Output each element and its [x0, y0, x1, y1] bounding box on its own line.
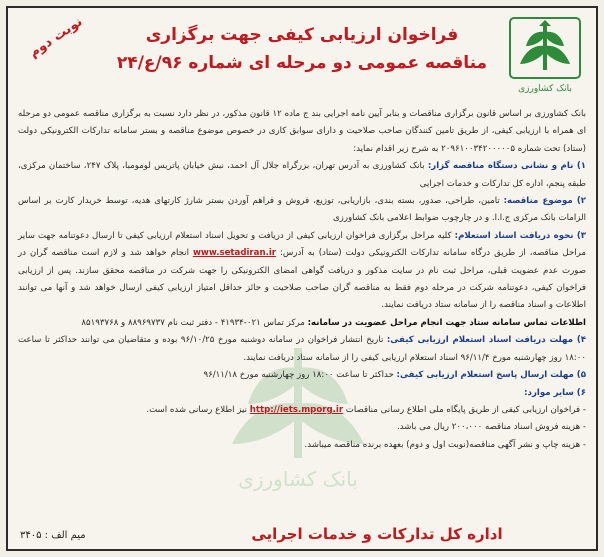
section-2-text: تامین، طراحی، صدور، بسته بندی، بازاریابی، توزیع، فروش و فراهم آوردن بستر شارژ کارتهای هدیه، توسط خریدار کارت بر اساس الزامات بانک مرکزی ج.ا.ا. و در چارچوب ضوابط اعلامی بانک کشاورزی	[18, 196, 586, 224]
logo-caption: بانک کشاورزی	[518, 84, 572, 94]
header	[8, 8, 596, 104]
notice-frame	[6, 6, 598, 551]
title-line-2: مناقصه عمومی دو مرحله ای شماره ۹۶/ع/۲۴	[116, 53, 488, 73]
section-2	[18, 193, 586, 228]
section-6-item-3: - هزینه چاپ و نشر آگهی مناقصه(نوبت اول و دوم) بعهده برنده مناقصه میباشد.	[304, 439, 586, 450]
section-6	[18, 385, 586, 402]
section-4-heading: ۴) مهلت دریافت اسناد استعلام ارزیابی کیفی:	[386, 335, 586, 346]
iets-link[interactable]: http://iets.mporg.ir	[249, 404, 344, 415]
watermark-caption: بانک کشاورزی	[238, 467, 358, 491]
bank-logo	[506, 14, 584, 96]
section-2-heading: ۲) موضوع مناقصه:	[503, 196, 586, 207]
section-5-text: حداکثر تا ساعت ۱۸:۰۰ روز چهارشنبه مورخ ۹۶/۱۱/۱۸	[203, 370, 397, 381]
title-block	[108, 22, 496, 76]
section-1	[18, 158, 586, 193]
title-line-1: فراخوان ارزیابی کیفی جهت برگزاری	[145, 25, 459, 45]
footer-code: میم الف : ۳۴۰۵	[20, 530, 86, 541]
contact-heading: اطلاعات تماس سامانه ستاد جهت انجام مراحل عضویت در سامانه:	[307, 317, 586, 328]
contact-text: مرکز تماس ۰۲۱-۴۱۹۳۴ - دفتر ثبت نام ۸۸۹۶۹۷۳۷ و ۸۵۱۹۳۷۶۸	[81, 317, 308, 328]
section-3	[18, 228, 586, 315]
section-5-heading: ۵) مهلت ارسال پاسخ استعلام ارزیابی کیفی:	[396, 370, 586, 381]
footer-organization: اداره کل تدارکات و خدمات اجرایی	[251, 525, 503, 543]
section-6-item-1	[18, 402, 586, 419]
section-1-text: بانک کشاورزی به آدرس تهران، بزرگراه جلال آل احمد، نبش خیابان پاتریس لومومبا، پلاک ۲۴۷، ساختمان مرکزی، طبقه پنجم، اداره کل تدارکات و خدمات اجرایی	[18, 161, 586, 189]
notice-body	[18, 106, 586, 515]
section-6-heading: ۶) سایر موارد:	[524, 387, 586, 398]
contact-info	[18, 315, 586, 332]
section-6-item-1-a: - فراخوان ارزیابی کیفی از طریق پایگاه ملی اطلاع رسانی مناقصات	[343, 404, 586, 415]
section-6-item-1-b: نیز اطلاع رسانی شده است.	[146, 404, 250, 415]
section-3-text-b: انجام خواهد شد و لازم است مناقصه گران در صورت عدم عضویت قبلی، مراحل ثبت نام در سایت مذکور و دریافت گواهی امضای الکترونیکی را جهت شرکت در مناقصه محقق سازند. پس از ارزیابی فراخوان کیفی، دعوتنامه شرکت در مرحله دوم فقط به مناقصه گران صاحب صلاحیت و حائز حداقل امتیاز ارزیابی کیفی ارسال خواهد شد و آنها می توانند اطلاعات و اسناد مناقصه را از سامانه ستاد دریافت نمایند.	[18, 248, 586, 311]
intro-paragraph: بانک کشاورزی بر اساس قانون برگزاری مناقصات و بنابر آیین نامه اجرایی بند ج ماده ۱۲ قانون مذکور، در نظر دارد نسبت به برگزاری مناقصه عمومی دو مرحله ای همراه با ارزیابی کیفی، از طریق تامین کنندگان صاحب صلاحیت و دارای سوابق کاری در خصوص موضوع مناقصه و بستر سامانه تدارکات الکترونیکی دولت (ستاد) تحت شماره ۲۰۹۶۱۰۰۳۴۲۰۰۰۰۰۵ به شرح زیر اقدام نماید:	[18, 109, 586, 154]
section-6-item-2: - هزینه فروش اسناد مناقصه ۲۰۰،۰۰۰ ریال می باشد.	[396, 422, 586, 433]
section-4-text: تاریخ انتشار فراخوان در سامانه دوشنبه مورخ ۹۶/۱۰/۲۵ بوده و متقاضیان می توانند حداکثر تا ساعت ۱۸:۰۰ روز چهارشنبه مورخ ۹۶/۱۱/۴ اسناد استعلام ارزیابی کیفی را از سامانه ستاد دریافت نمایند.	[18, 335, 586, 363]
section-1-heading: ۱) نام و نشانی دستگاه مناقصه گزار:	[427, 161, 586, 172]
wheat-logo-icon	[506, 14, 584, 96]
section-4	[18, 332, 586, 367]
setadiran-link[interactable]: www.setadiran.ir	[192, 248, 277, 259]
section-3-heading: ۳) نحوه دریافت اسناد استعلام:	[454, 230, 586, 241]
footer	[8, 515, 596, 549]
section-3-text-a: کلیه مراحل برگزاری فراخوان ارزیابی کیفی از دریافت و تحویل اسناد استعلام ارزیابی کیفی تا ارسال دعوتنامه جهت سایر مراحل مناقصه، از طریق درگاه سامانه تدارکات الکترونیکی دولت (ستاد) به آدرس:	[18, 230, 586, 259]
section-5	[18, 367, 586, 384]
round-stamp: نوبت دوم	[26, 14, 86, 61]
